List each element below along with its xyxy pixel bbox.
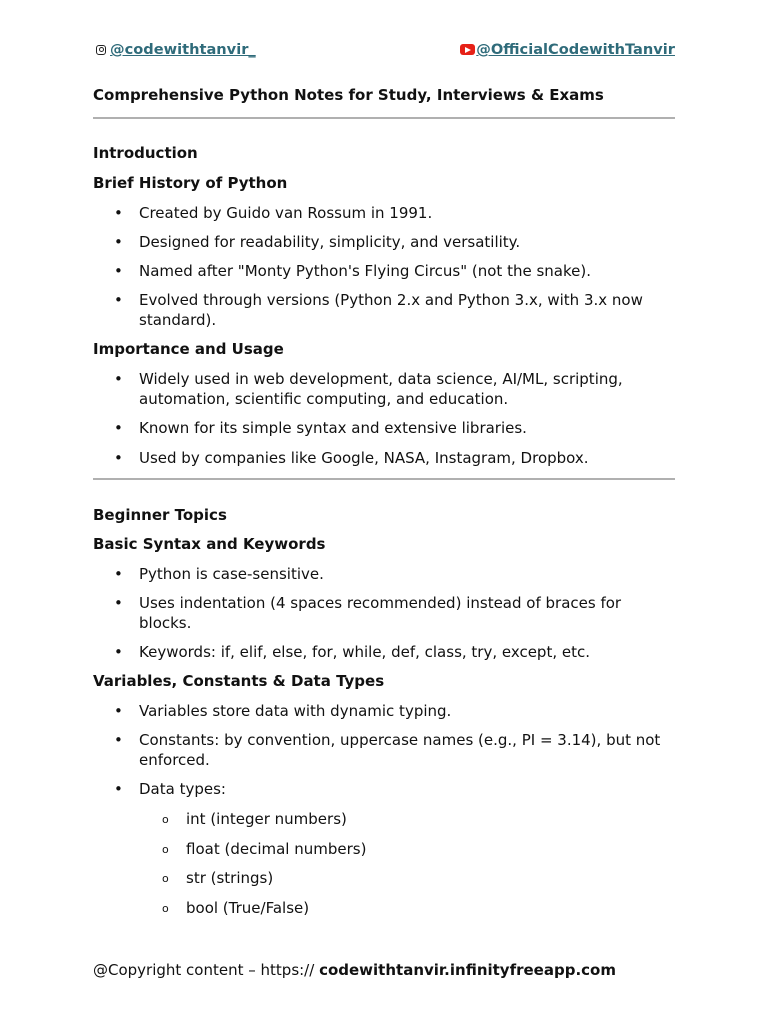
subheading-variables: Variables, Constants & Data Types <box>93 672 385 690</box>
list-item: Widely used in web development, data science, AI/ML, scripting, automation, scientific computing, and education. <box>139 370 623 408</box>
social-header <box>93 41 675 63</box>
subheading-brief-history: Brief History of Python <box>93 174 288 192</box>
sub-list-item: str (strings) <box>186 869 274 887</box>
bullet-icon: • <box>114 449 123 467</box>
list-item: Variables store data with dynamic typing. <box>139 702 452 720</box>
sub-list-item: bool (True/False) <box>186 899 310 917</box>
list-item: Evolved through versions (Python 2.x and Python 3.x, with 3.x now standard). <box>139 291 643 329</box>
bullet-icon: • <box>114 780 123 798</box>
instagram-handle: @codewithtanvir_ <box>110 41 256 58</box>
bullet-icon: • <box>114 370 123 388</box>
bullet-icon: • <box>114 565 123 583</box>
list-item: Named after "Monty Python's Flying Circus" (not the snake). <box>139 262 591 280</box>
sub-list-item: float (decimal numbers) <box>186 840 367 858</box>
sub-bullet-icon: o <box>162 902 169 915</box>
subheading-basic-syntax: Basic Syntax and Keywords <box>93 535 326 553</box>
bullet-icon: • <box>114 702 123 720</box>
divider-middle <box>93 478 675 480</box>
list-item: Constants: by convention, uppercase names (e.g., PI = 3.14), but not enforced. <box>139 731 661 769</box>
bullet-icon: • <box>114 643 123 661</box>
section-heading-introduction: Introduction <box>93 144 198 162</box>
sub-bullet-icon: o <box>162 872 169 885</box>
sub-list-item: int (integer numbers) <box>186 810 347 828</box>
list-item: Python is case-sensitive. <box>139 565 324 583</box>
bullet-icon: • <box>114 233 123 251</box>
list-item: Designed for readability, simplicity, and versatility. <box>139 233 521 251</box>
sub-bullet-icon: o <box>162 843 169 856</box>
list-item: Known for its simple syntax and extensive libraries. <box>139 419 527 437</box>
youtube-handle: @OfficialCodewithTanvir <box>476 41 675 58</box>
sub-bullet-icon: o <box>162 813 169 826</box>
divider-top <box>93 117 675 119</box>
section-heading-beginner: Beginner Topics <box>93 506 227 524</box>
list-item: Uses indentation (4 spaces recommended) instead of braces for blocks. <box>139 594 622 632</box>
list-item: Used by companies like Google, NASA, Instagram, Dropbox. <box>139 449 589 467</box>
instagram-icon <box>96 45 106 55</box>
bullet-icon: • <box>114 291 123 309</box>
list-item: Data types: <box>139 780 226 798</box>
bullet-icon: • <box>114 594 123 612</box>
footer-site-link[interactable]: codewithtanvir.infinityfreeapp.com <box>319 961 616 979</box>
subheading-importance: Importance and Usage <box>93 340 284 358</box>
footer-prefix: @Copyright content – https:// <box>93 961 315 979</box>
bullet-icon: • <box>114 204 123 222</box>
bullet-icon: • <box>114 262 123 280</box>
bullet-icon: • <box>114 731 123 749</box>
document-title: Comprehensive Python Notes for Study, Interviews & Exams <box>93 86 604 104</box>
instagram-link[interactable] <box>96 41 256 58</box>
bullet-icon: • <box>114 419 123 437</box>
copyright-footer <box>93 961 616 979</box>
list-item: Keywords: if, elif, else, for, while, def, class, try, except, etc. <box>139 643 590 661</box>
youtube-icon <box>460 44 475 55</box>
youtube-link[interactable] <box>460 41 675 58</box>
list-item: Created by Guido van Rossum in 1991. <box>139 204 433 222</box>
